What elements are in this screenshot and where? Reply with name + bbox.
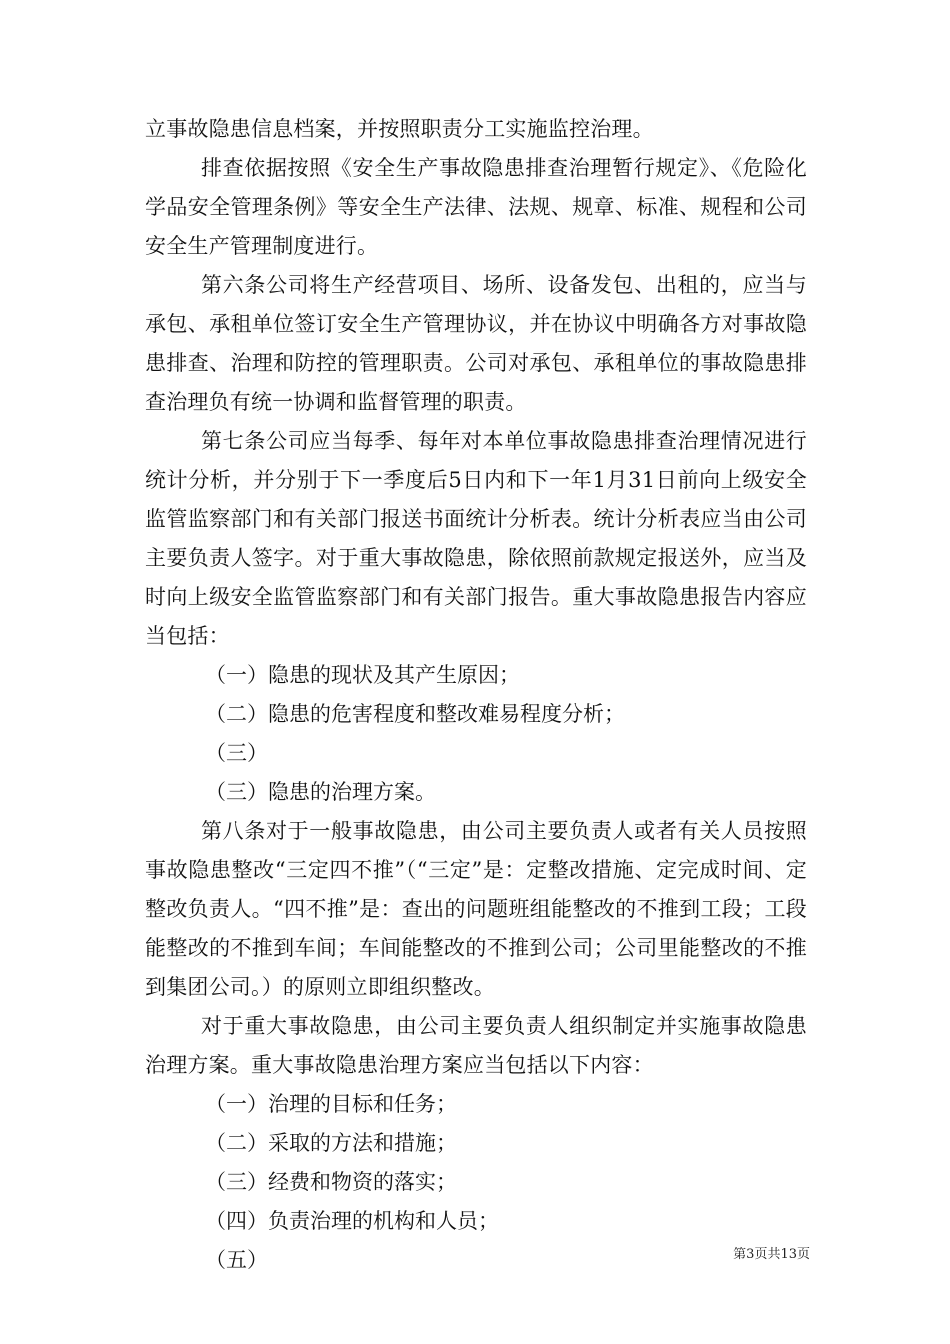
list-item: （三） [205,741,268,765]
list-item: （四）负责治理的机构和人员； [205,1209,499,1233]
list-item: （五） [205,1248,268,1272]
paragraph-article-7: 第七条公司应当每季、每年对本单位事故隐患排查治理情况进行统计分析，并分别于下一季度后5日内和下一年1月31日前向上级安全监管监察部门和有关部门报送书面统计分析表。统计分析表应当由公司主要负责人签字。对于重大事故隐患，除依照前款规定报送外，应当及时向上级安全监管监察部门和有关部门报告。重大事故隐患报告内容应当包括： [145,429,807,648]
list-item: （三）隐患的治理方案。 [205,780,436,804]
list-item: （二）隐患的危害程度和整改难易程度分析； [205,702,625,726]
list-item: （二）采取的方法和措施； [205,1131,457,1155]
list-item: （一）治理的目标和任务； [205,1092,457,1116]
document-body [145,110,807,1280]
paragraph-article-6: 第六条公司将生产经营项目、场所、设备发包、出租的，应当与承包、承租单位签订安全生产管理协议，并在协议中明确各方对事故隐患排查、治理和防控的管理职责。公司对承包、承租单位的事故隐患排查治理负有统一协调和监督管理的职责。 [145,273,807,414]
paragraph-inspection-basis: 排查依据按照《安全生产事故隐患排查治理暂行规定》、《危险化学品安全管理条例》等安全生产法律、法规、规章、标准、规程和公司安全生产管理制度进行。 [145,156,807,258]
list-item: （一）隐患的现状及其产生原因； [205,663,520,687]
paragraph-article-8: 第八条对于一般事故隐患，由公司主要负责人或者有关人员按照事故隐患整改“三定四不推”（“三定”是：定整改措施、定完成时间、定整改负责人。“四不推”是：查出的问题班组能整改的不推到工段；工段能整改的不推到车间；车间能整改的不推到公司；公司里能整改的不推到集团公司。）的原则立即组织整改。 [145,819,807,999]
paragraph-continuation: 立事故隐患信息档案，并按照职责分工实施监控治理。 [145,117,654,141]
page-number: 第3页共13页 [733,1247,810,1262]
paragraph-major-hazard-plan: 对于重大事故隐患，由公司主要负责人组织制定并实施事故隐患治理方案。重大事故隐患治理方案应当包括以下内容： [145,1014,807,1077]
list-item: （三）经费和物资的落实； [205,1170,457,1194]
report-contents-list [145,656,807,812]
